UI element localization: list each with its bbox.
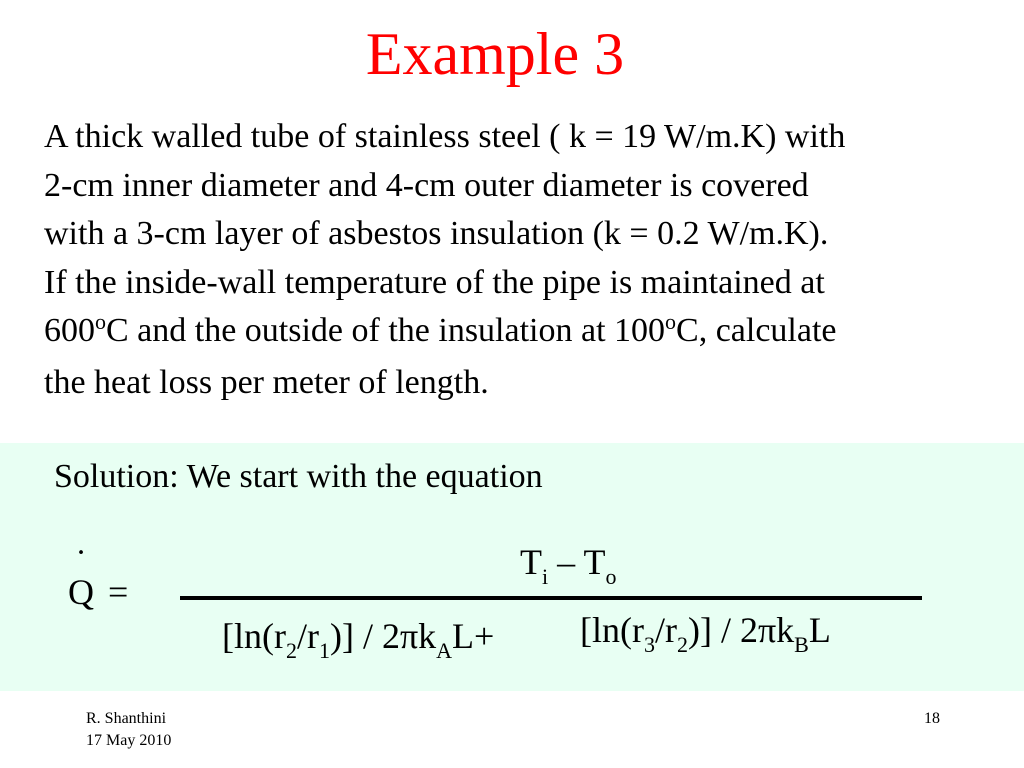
subscript: A (436, 638, 453, 663)
problem-text: C, calculate (676, 312, 837, 349)
subscript: 2 (285, 638, 297, 663)
denominator-text: [ln(r (580, 610, 644, 650)
problem-text: C and the outside of the insulation at 100 (106, 312, 666, 349)
footer-date: 17 May 2010 (86, 732, 172, 749)
subscript: B (794, 632, 809, 657)
footer-author-block (86, 708, 171, 752)
dot-accent: ˙ (75, 542, 87, 582)
footer-author: R. Shanthini (86, 710, 167, 727)
denominator-text: )] / 2πk (329, 616, 437, 656)
equation-denominator-steel (222, 614, 494, 663)
problem-line: with a 3-cm layer of asbestos insulation (k = 0.2 W/m.K). (44, 215, 829, 252)
problem-text: 600 (44, 312, 95, 349)
page-number: 18 (924, 710, 940, 727)
solution-intro: Solution: We start with the equation (54, 458, 543, 495)
problem-line: the heat loss per meter of length. (44, 363, 489, 401)
denominator-text: /r (654, 610, 677, 650)
equation-numerator (520, 540, 616, 589)
subscript: 2 (676, 632, 688, 657)
denominator-text: [ln(r (222, 616, 286, 656)
subscript: i (542, 564, 549, 589)
numerator-text: T (520, 542, 542, 582)
equals-sign: = (108, 572, 129, 612)
problem-line: 2-cm inner diameter and 4-cm outer diameter is covered (44, 166, 809, 204)
problem-line (44, 307, 994, 359)
degree-superscript: o (95, 309, 106, 334)
problem-statement (44, 113, 994, 407)
equation-denominator-insulation (580, 608, 831, 657)
heat-rate-symbol (68, 542, 94, 614)
problem-line: A thick walled tube of stainless steel ( k = 19 W/m.K) with (44, 118, 846, 155)
subscript: 1 (318, 638, 330, 663)
q-letter: Q (68, 572, 94, 612)
denominator-text: )] / 2πk (687, 610, 795, 650)
slide-title: Example 3 (365, 21, 625, 87)
numerator-text: – T (548, 542, 606, 582)
denominator-text: /r (296, 616, 319, 656)
subscript: o (605, 564, 617, 589)
degree-superscript: o (665, 309, 677, 334)
denominator-text: L (808, 610, 831, 650)
equation-lhs (68, 542, 129, 614)
denominator-text: L+ (452, 616, 495, 656)
problem-line: If the inside-wall temperature of the pipe is maintained at (44, 263, 825, 301)
fraction-bar (180, 596, 922, 600)
subscript: 3 (643, 632, 655, 657)
